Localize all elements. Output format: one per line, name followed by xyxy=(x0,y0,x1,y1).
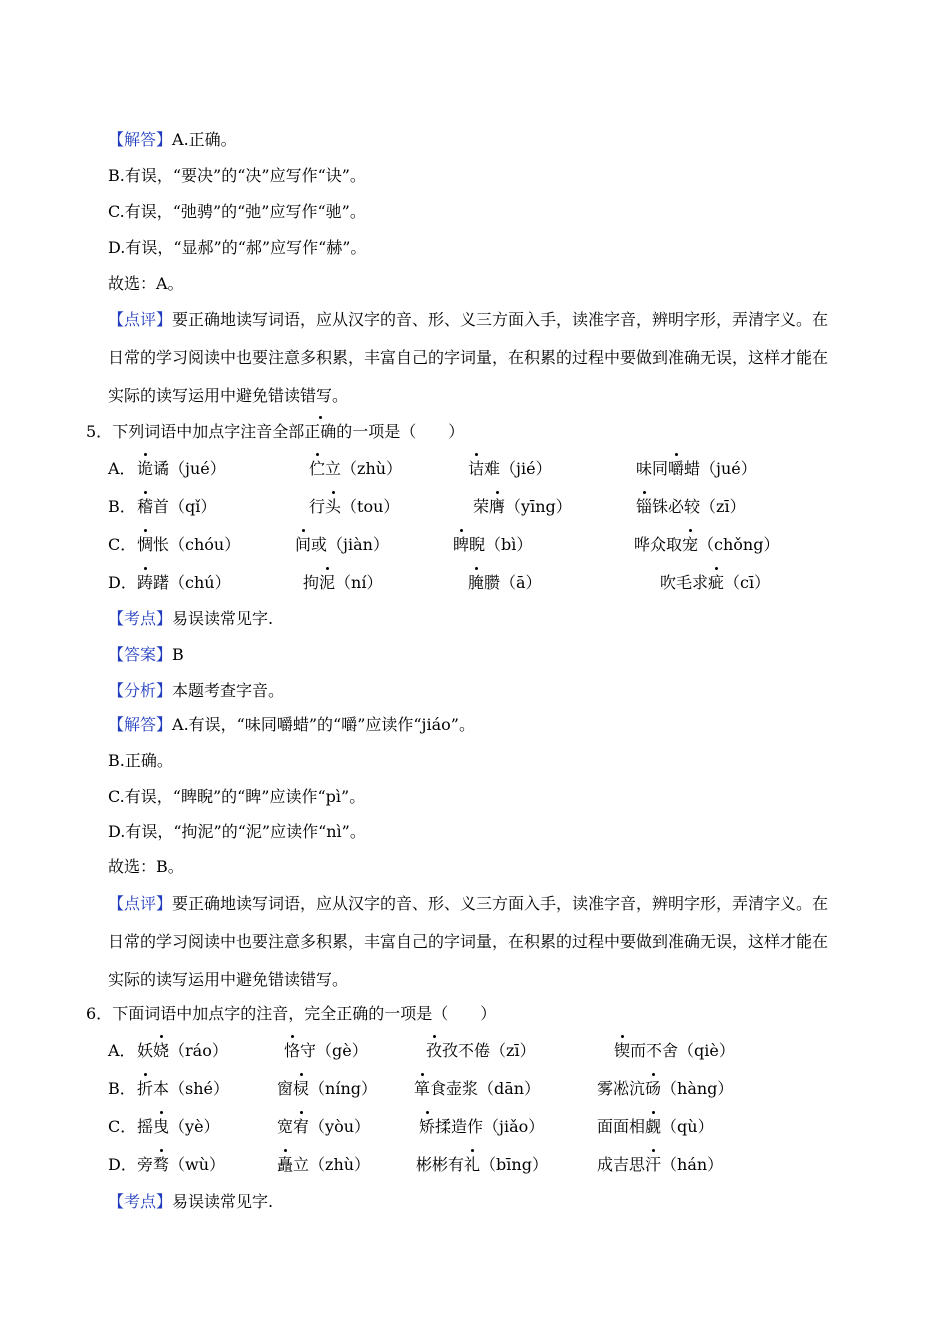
word-text: 首（qǐ） xyxy=(153,497,217,516)
q6-option-item xyxy=(137,1041,228,1061)
word-text: 谲（jué） xyxy=(153,459,226,478)
dianping-text: 要正确地读写词语，应从汉字的音、形、义三方面入手，读准字音，辨明字形，弄清字义。在 xyxy=(172,310,829,329)
word-text: 旁 xyxy=(137,1155,154,1174)
dotted-char: 间 xyxy=(295,535,312,554)
dotted-char: 泥 xyxy=(319,573,336,592)
dianping-line-3: 实际的读写运用中避免错读错写。 xyxy=(108,386,349,405)
q5-option-item xyxy=(309,497,399,517)
q6-option-item xyxy=(137,1079,229,1099)
dotted-char: 膺 xyxy=(489,497,506,516)
dianping-text: 要正确地读写词语，应从汉字的音、形、义三方面入手，读准字音，辨明字形，弄清字义。在 xyxy=(172,894,829,913)
word-text: （yòu） xyxy=(309,1117,371,1136)
q5-option-item xyxy=(295,535,389,555)
dotted-char: 锱 xyxy=(636,497,653,516)
word-text: 守（gè） xyxy=(300,1041,368,1060)
dotted-char: 矗 xyxy=(277,1155,294,1174)
q5-dianping-line-1 xyxy=(108,894,828,914)
dotted-char: 诘 xyxy=(468,459,485,478)
dotted-char: 恪 xyxy=(284,1041,301,1060)
dianping-line-2: 日常的学习阅读中也要注意多积累，丰富自己的字词量，在积累的过程中要做到准确无误，这样才能在 xyxy=(108,348,829,367)
dotted-char: 砀 xyxy=(645,1079,662,1098)
q5-dianping-line-2: 日常的学习阅读中也要注意多积累，丰富自己的字词量，在积累的过程中要做到准确无误，这样才能在 xyxy=(108,932,829,951)
q5-answer-c: C.有误，“睥睨”的“睥”应读作“pì”。 xyxy=(108,787,366,806)
fenxi-tag: 【分析】 xyxy=(108,681,173,700)
q6-option-item xyxy=(614,1041,735,1061)
jieda-tag: 【解答】 xyxy=(108,130,173,149)
dotted-char: 汗 xyxy=(645,1155,662,1174)
word-text: （níng） xyxy=(309,1079,378,1098)
dianping-tag: 【点评】 xyxy=(108,310,173,329)
dotted-char: 惆 xyxy=(137,535,154,554)
jieda-line-1 xyxy=(108,130,237,150)
word-text: 拘 xyxy=(303,573,320,592)
daan-text: B xyxy=(172,645,184,664)
word-text: 妖 xyxy=(137,1041,154,1060)
q5-answer-d: D.有误，“拘泥”的“泥”应读作“nì”。 xyxy=(108,822,366,841)
q6-stem xyxy=(86,1004,496,1024)
word-text: 蜡（jué） xyxy=(684,459,757,478)
word-text: 而不舍（qiè） xyxy=(630,1041,735,1060)
q5-stem-b: 的一项是（ ） xyxy=(336,422,465,441)
q5-fenxi-line xyxy=(108,681,284,701)
word-text: （yīng） xyxy=(505,497,572,516)
q6-option-item xyxy=(137,1155,225,1175)
word-text: 雾凇沆 xyxy=(597,1079,646,1098)
q6-kaodian-line xyxy=(108,1192,273,1212)
dotted-char: 宠 xyxy=(682,535,699,554)
word-text: 臜（ā） xyxy=(484,573,542,592)
word-text: （yè） xyxy=(169,1117,220,1136)
dotted-char: 腌 xyxy=(468,573,485,592)
word-text: 成吉思 xyxy=(597,1155,646,1174)
q5-stem-dotted: 正确 xyxy=(304,422,337,441)
q5-option-item xyxy=(453,535,532,555)
dotted-char: 折 xyxy=(137,1079,154,1098)
q6-option-item xyxy=(597,1155,723,1175)
q5-option-item xyxy=(137,535,240,555)
word-text: 孜不倦（zī） xyxy=(442,1041,536,1060)
word-text: 哗众取 xyxy=(634,535,683,554)
word-text: 难（jié） xyxy=(484,459,552,478)
word-text: 荣 xyxy=(473,497,490,516)
q5-jieda-line xyxy=(108,715,475,735)
q5-dianping-line-3: 实际的读写运用中避免错读错写。 xyxy=(108,970,349,989)
q6-option-item xyxy=(277,1079,377,1099)
q5-option-item xyxy=(473,497,572,517)
q5-option-label: D． xyxy=(108,573,137,592)
dotted-char: 箪 xyxy=(414,1079,431,1098)
q6-option-item xyxy=(597,1117,714,1137)
word-text: （cī） xyxy=(724,573,771,592)
dotted-char: 曳 xyxy=(153,1117,170,1136)
q6-option-item xyxy=(419,1117,544,1137)
word-text: 窗 xyxy=(277,1079,294,1098)
word-text: 彬彬有 xyxy=(416,1155,465,1174)
dotted-char: 头 xyxy=(325,497,342,516)
word-text: 睨（bì） xyxy=(469,535,533,554)
q6-option-label: A． xyxy=(108,1041,136,1060)
kaodian-text: 易误读常见字. xyxy=(172,1192,274,1211)
dotted-char: 骛 xyxy=(153,1155,170,1174)
fenxi-text: 本题考查字音。 xyxy=(172,681,285,700)
dotted-char: 睥 xyxy=(453,535,470,554)
jieda-text: A.有误，“味同嚼蜡”的“嚼”应读作“jiáo”。 xyxy=(172,715,475,734)
q6-number: 6． xyxy=(86,1004,113,1023)
answer-c-line: C.有误，“弛骋”的“弛”应写作“驰”。 xyxy=(108,202,366,221)
dotted-char: 锲 xyxy=(614,1041,631,1060)
word-text: 本（shé） xyxy=(153,1079,230,1098)
q6-stem-text: 下面词语中加点字的注音，完全正确的一项是（ ） xyxy=(112,1004,497,1023)
kaodian-text: 易误读常见字. xyxy=(172,609,274,628)
q5-stem xyxy=(86,422,464,442)
answer-d-line: D.有误，“显郝”的“郝”应写作“赫”。 xyxy=(108,238,367,257)
kaodian-tag: 【考点】 xyxy=(108,1192,173,1211)
word-text: 立（zhù） xyxy=(325,459,403,478)
q6-option-item xyxy=(277,1117,370,1137)
dotted-char: 伫 xyxy=(309,459,326,478)
word-text: 味同 xyxy=(636,459,669,478)
q5-choice: 故选：B。 xyxy=(108,857,184,876)
q5-option-item xyxy=(468,459,552,479)
dotted-char: 宥 xyxy=(293,1117,310,1136)
dotted-char: 嚼 xyxy=(668,459,685,478)
q6-option-label: C． xyxy=(108,1117,137,1136)
choice-line: 故选：A。 xyxy=(108,274,184,293)
dotted-char: 孜 xyxy=(426,1041,443,1060)
q5-answer-b: B.正确。 xyxy=(108,751,173,770)
dotted-char: 矫 xyxy=(419,1117,436,1136)
word-text: 食壶浆（dān） xyxy=(430,1079,541,1098)
q6-option-item xyxy=(416,1155,548,1175)
q5-option-item xyxy=(137,573,231,593)
q5-option-item xyxy=(636,459,757,479)
dianping-line-1 xyxy=(108,310,828,330)
word-text: 怅（chóu） xyxy=(153,535,241,554)
dotted-char: 疵 xyxy=(708,573,725,592)
word-text: 揉造作（jiǎo） xyxy=(435,1117,545,1136)
q5-number: 5． xyxy=(86,422,113,441)
word-text: 面面相 xyxy=(597,1117,646,1136)
word-text: 躇（chú） xyxy=(153,573,231,592)
word-text: （chǒng） xyxy=(698,535,780,554)
word-text: 铢必较（zī） xyxy=(652,497,746,516)
dotted-char: 踌 xyxy=(137,573,154,592)
jieda-text: A.正确。 xyxy=(172,130,237,149)
q6-option-item xyxy=(137,1117,220,1137)
daan-tag: 【答案】 xyxy=(108,645,173,664)
q5-option-item xyxy=(660,573,770,593)
dotted-char: 娆 xyxy=(153,1041,170,1060)
dotted-char: 觑 xyxy=(645,1117,662,1136)
q6-option-item xyxy=(414,1079,540,1099)
q5-daan-line xyxy=(108,645,184,665)
q5-option-item xyxy=(636,497,746,517)
q6-option-label: B． xyxy=(108,1079,136,1098)
q5-option-item xyxy=(303,573,382,593)
q5-option-label: C． xyxy=(108,535,137,554)
q5-option-label: B． xyxy=(108,497,136,516)
word-text: （hán） xyxy=(661,1155,724,1174)
answer-b-line: B.有误，“要决”的“决”应写作“诀”。 xyxy=(108,166,366,185)
q5-option-item xyxy=(468,573,542,593)
word-text: （bīng） xyxy=(480,1155,548,1174)
dianping-tag: 【点评】 xyxy=(108,894,173,913)
q5-option-item xyxy=(634,535,779,555)
q5-kaodian-line xyxy=(108,609,273,629)
dotted-char: 稽 xyxy=(137,497,154,516)
word-text: （ráo） xyxy=(169,1041,228,1060)
word-text: 或（jiàn） xyxy=(311,535,389,554)
word-text: （wù） xyxy=(169,1155,226,1174)
kaodian-tag: 【考点】 xyxy=(108,609,173,628)
q6-option-item xyxy=(284,1041,368,1061)
word-text: （hàng） xyxy=(661,1079,734,1098)
q6-option-item xyxy=(277,1155,370,1175)
dotted-char: 礼 xyxy=(464,1155,481,1174)
word-text: （ní） xyxy=(335,573,383,592)
q6-option-label: D． xyxy=(108,1155,137,1174)
jieda-tag: 【解答】 xyxy=(108,715,173,734)
dotted-char: 诡 xyxy=(137,459,154,478)
q5-option-label: A． xyxy=(108,459,136,478)
q6-option-item xyxy=(597,1079,733,1099)
word-text: （qù） xyxy=(661,1117,714,1136)
word-text: 吹毛求 xyxy=(660,573,709,592)
q5-option-item xyxy=(309,459,402,479)
word-text: 立（zhù） xyxy=(293,1155,371,1174)
word-text: 宽 xyxy=(277,1117,294,1136)
word-text: （tou） xyxy=(341,497,400,516)
q5-stem-a: 下列词语中加点字注音全部 xyxy=(112,422,305,441)
q5-option-item xyxy=(137,459,226,479)
dotted-char: 棂 xyxy=(293,1079,310,1098)
word-text: 行 xyxy=(309,497,326,516)
q6-option-item xyxy=(426,1041,536,1061)
word-text: 摇 xyxy=(137,1117,154,1136)
q5-option-item xyxy=(137,497,216,517)
